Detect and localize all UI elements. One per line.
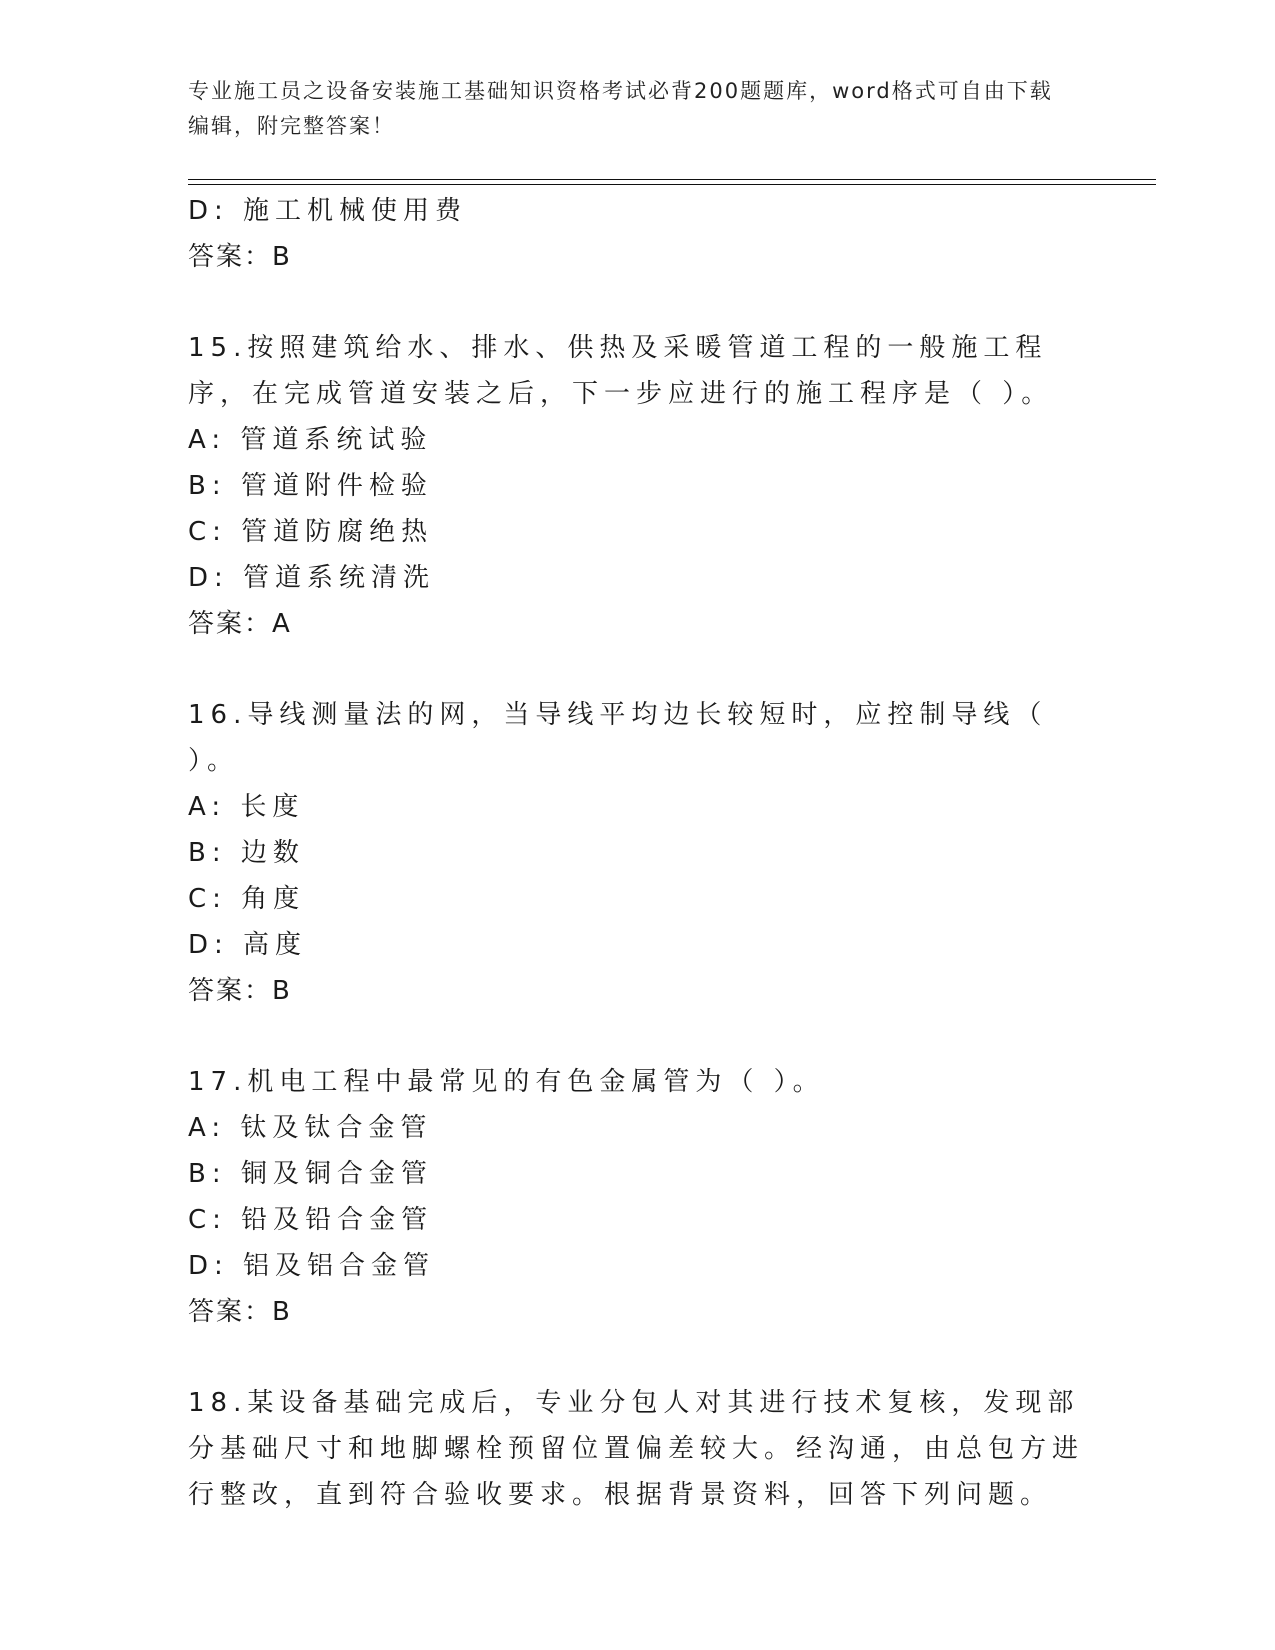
option-d: D: 管道系统清洗 [188, 563, 436, 593]
option-d: D: 高度 [188, 930, 308, 960]
option-c: C: 角度 [188, 884, 306, 914]
option-b: B: 铜及铜合金管 [188, 1159, 433, 1189]
option-a: A: 钛及钛合金管 [188, 1113, 433, 1143]
question-18 [188, 1380, 1088, 1518]
carryover-option-d: D: 施工机械使用费 [188, 196, 468, 226]
option-d: D: 铝及铝合金管 [188, 1251, 436, 1281]
question-stem: 17.机电工程中最常见的有色金属管为（ ）。 [188, 1067, 825, 1097]
answer: 答案：B [188, 976, 292, 1006]
question-stem: 16.导线测量法的网，当导线平均边长较短时，应控制导线（ ）。 [188, 700, 1048, 776]
option-a: A: 管道系统试验 [188, 425, 433, 455]
option-c: C: 铅及铅合金管 [188, 1205, 434, 1235]
option-b: B: 边数 [188, 838, 305, 868]
spacer [188, 647, 1088, 692]
question-15 [188, 325, 1088, 647]
answer: 答案：A [188, 609, 292, 639]
spacer [188, 1014, 1088, 1059]
document-header: 专业施工员之设备安装施工基础知识资格考试必背200题题库，word格式可自由下载编辑，附完整答案！ [188, 79, 1053, 138]
question-stem: 18.某设备基础完成后，专业分包人对其进行技术复核，发现部分基础尺寸和地脚螺栓预留位置偏差较大。经沟通，由总包方进行整改，直到符合验收要求。根据背景资料，回答下列问题。 [188, 1388, 1085, 1510]
header-rule-bottom [188, 184, 1156, 185]
option-c: C: 管道防腐绝热 [188, 517, 434, 547]
header-rule-top [188, 179, 1156, 180]
question-17 [188, 1059, 1088, 1335]
spacer [188, 280, 1088, 325]
option-b: B: 管道附件检验 [188, 471, 433, 501]
option-a: A: 长度 [188, 792, 305, 822]
carryover-answer: 答案：B [188, 242, 292, 272]
answer: 答案：B [188, 1297, 292, 1327]
spacer [188, 1335, 1088, 1380]
question-content [188, 188, 1088, 1518]
question-stem: 15.按照建筑给水、排水、供热及采暖管道工程的一般施工程序，在完成管道安装之后，下一步应进行的施工程序是（ ）。 [188, 333, 1054, 409]
question-16 [188, 692, 1088, 1014]
